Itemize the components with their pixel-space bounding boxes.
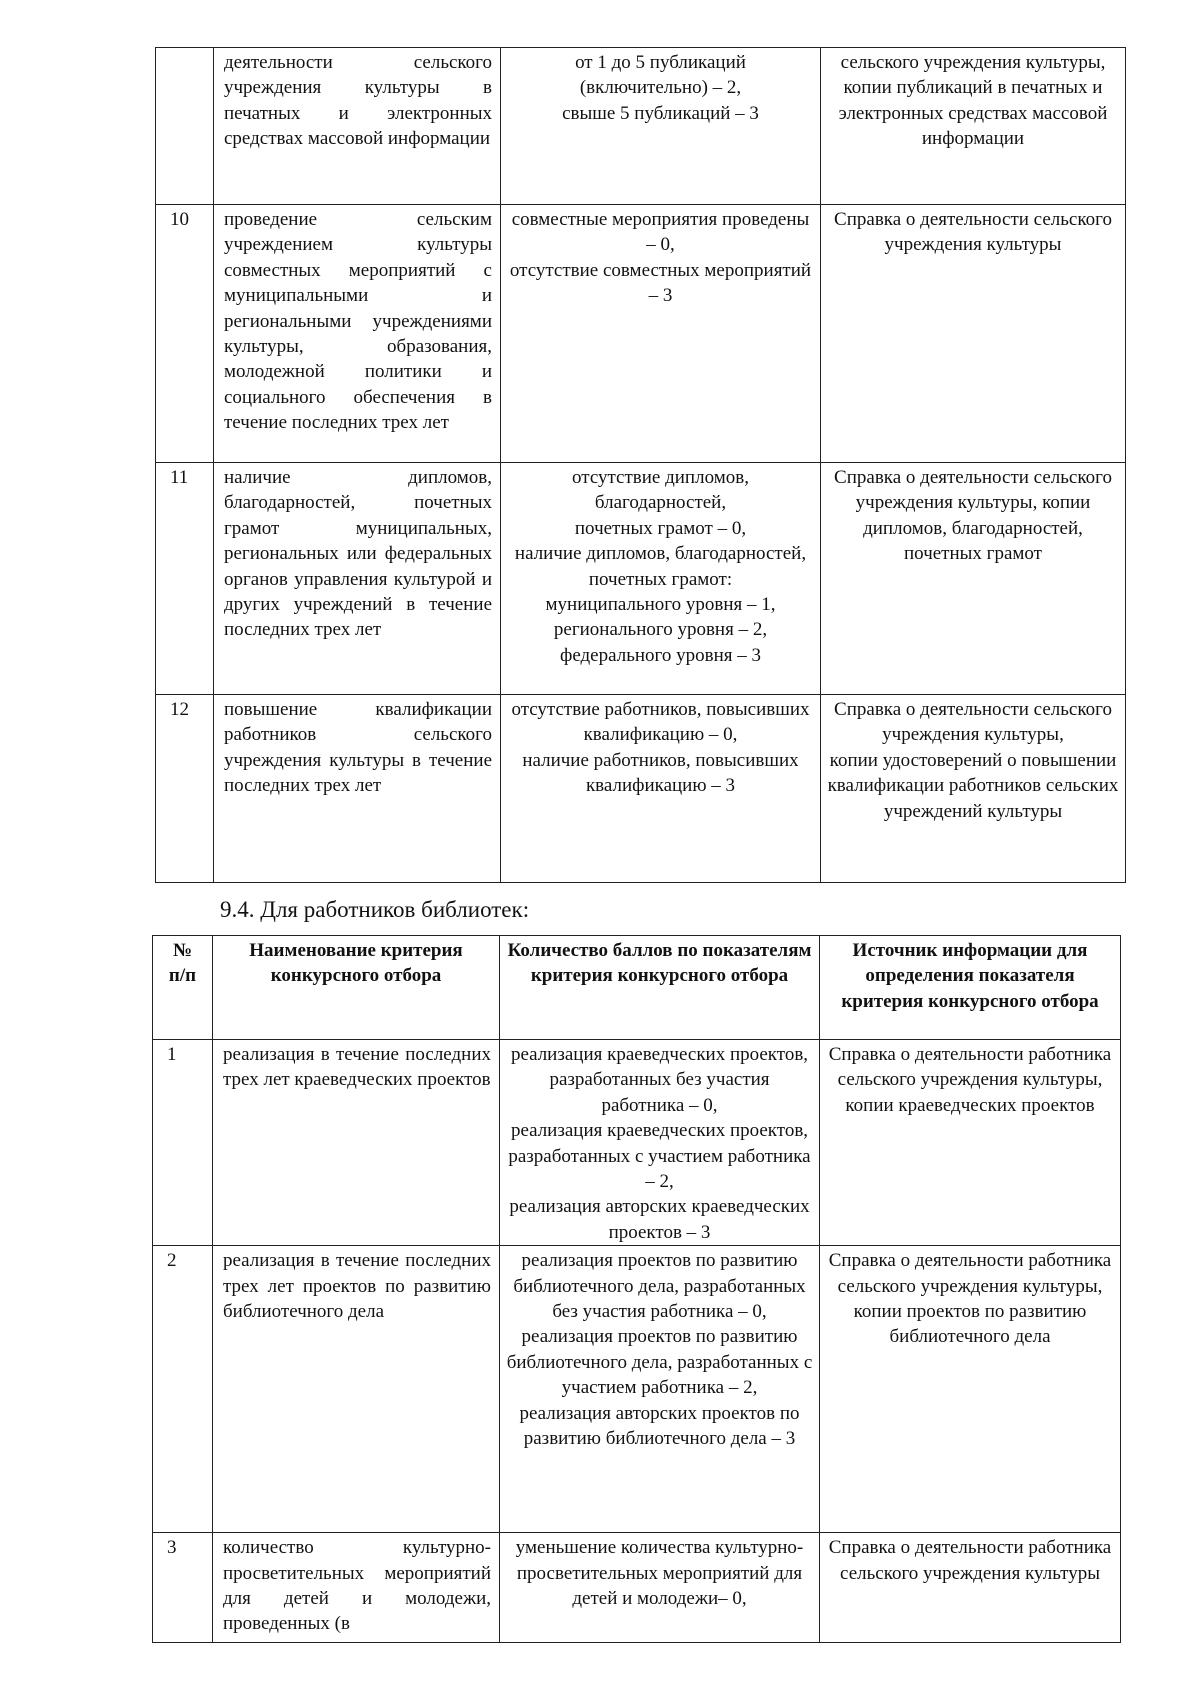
score-cell-text: регионального уровня – 2, [553, 619, 768, 641]
criterion-cell [213, 1533, 500, 1643]
score-cell-text: реализация авторских краеведческих проектов – 3 [509, 1196, 810, 1243]
score-cell-text: наличие работников, повысивших квалификацию – 3 [522, 749, 799, 797]
score-cell-text: реализация проектов по развитию библиотечного дела, разработанных с участием работника – 2, [506, 1326, 813, 1399]
header-score: Количество баллов по показателям критерия конкурсного отбора [500, 936, 820, 1040]
score-cell [500, 1533, 820, 1643]
criterion-cell-text: повышение квалификации работников сельского учреждения культуры в течение последних трех лет [224, 699, 492, 797]
score-cell-text: свыше 5 публикаций – 3 [562, 102, 759, 124]
criterion-cell-text: реализация в течение последних трех лет краеведческих проектов [223, 1044, 491, 1091]
source-cell [821, 463, 1126, 695]
source-cell-text: Справка о деятельности работника сельского учреждения культуры, копии проектов по развитию библиотечного дела [828, 1250, 1112, 1348]
score-cell-text: от 1 до 5 публикаций [575, 52, 746, 73]
criterion-cell-text: проведение сельским учреждением культуры совместных мероприятий с муниципальными и региональными учреждениями культуры, образования, молодежной политики и социального обеспечения в течение последних трех лет [224, 209, 492, 434]
score-cell-text: почетных грамот – 0, [574, 517, 747, 539]
criterion-cell [214, 48, 501, 205]
table-row [156, 695, 1126, 883]
table-row [153, 1533, 1121, 1643]
row-number: 1 [153, 1040, 213, 1246]
score-cell-text: отсутствие дипломов, благодарностей, [572, 467, 749, 514]
score-cell [501, 205, 821, 463]
criteria-table-continued-body [156, 48, 1126, 883]
header-criterion: Наименование критерия конкурсного отбора [213, 936, 500, 1040]
row-number: 12 [156, 695, 214, 883]
criterion-cell-text: количество культурно-просветительных мероприятий для детей и молодежи, проведенных (в [223, 1537, 491, 1635]
row-number: 2 [153, 1246, 213, 1533]
criterion-cell [214, 205, 501, 463]
score-cell-text: реализация краеведческих проектов, разработанных с участием работника – 2, [508, 1120, 811, 1193]
source-cell [821, 695, 1126, 883]
table-row [156, 463, 1126, 695]
source-cell-text: Справка о деятельности сельского учреждения культуры, [834, 699, 1112, 746]
score-cell-text: наличие дипломов, благодарностей, почетных грамот: [514, 543, 807, 590]
score-cell [501, 48, 821, 205]
score-cell-text: отсутствие совместных мероприятий – 3 [509, 259, 812, 307]
header-number-text: № п/п [168, 940, 197, 987]
source-cell-text: сельского учреждения культуры, [840, 52, 1106, 73]
criterion-cell [214, 695, 501, 883]
source-cell-text: Справка о деятельности сельского учреждения культуры, копии дипломов, благодарностей, почетных грамот [834, 467, 1112, 565]
score-cell-text: муниципального уровня – 1, [545, 594, 776, 616]
source-cell [820, 1040, 1121, 1246]
criterion-cell-text: деятельности сельского учреждения культуры в печатных и электронных средствах массовой информации [224, 52, 492, 150]
criterion-cell-text: наличие дипломов, благодарностей, почетных грамот муниципальных, региональных или федеральных органов управления культурой и других учреждений в течение последних трех лет [224, 467, 492, 641]
score-cell-text: реализация авторских проектов по развитию библиотечного дела – 3 [519, 1402, 800, 1450]
criterion-cell-text: реализация в течение последних трех лет проектов по развитию библиотечного дела [223, 1250, 491, 1323]
row-number: 10 [156, 205, 214, 463]
criterion-cell [213, 1040, 500, 1246]
score-cell-text: (включительно) – 2, [579, 77, 742, 99]
score-cell-text: отсутствие работников, повысивших квалификацию – 0, [511, 699, 810, 746]
source-cell-text: Справка о деятельности сельского учреждения культуры [834, 209, 1112, 256]
score-cell-text: уменьшение количества культурно-просветительных мероприятий для детей и молодежи– 0, [515, 1537, 804, 1610]
source-cell [820, 1246, 1121, 1533]
score-cell-text: реализация краеведческих проектов, разработанных без участия работника – 0, [510, 1044, 809, 1116]
criterion-cell [214, 463, 501, 695]
row-number: 11 [156, 463, 214, 695]
score-cell [501, 463, 821, 695]
criteria-table-continued [155, 47, 1126, 883]
table-row [156, 205, 1126, 463]
header-source: Источник информации для определения показателя критерия конкурсного отбора [820, 936, 1121, 1040]
section-title: 9.4. Для работников библиотек: [220, 897, 530, 922]
source-cell-text: копии удостоверений о повышении квалификации работников сельских учреждений культуры [827, 749, 1119, 822]
score-cell-text: реализация проектов по развитию библиотечного дела, разработанных без участия работника – 0, [513, 1250, 806, 1323]
table-row [153, 1040, 1121, 1246]
score-cell [501, 695, 821, 883]
criterion-cell [213, 1246, 500, 1533]
table-row [153, 1246, 1121, 1533]
library-criteria-table-body [153, 1040, 1121, 1643]
score-cell-text: совместные мероприятия проведены – 0, [511, 209, 810, 256]
score-cell [500, 1040, 820, 1246]
table-header-row [153, 936, 1121, 1040]
source-cell-text: Справка о деятельности работника сельского учреждения культуры, копии краеведческих проектов [828, 1044, 1112, 1116]
source-cell-text: Справка о деятельности работника сельского учреждения культуры [828, 1537, 1112, 1584]
library-criteria-table [152, 935, 1121, 1643]
source-cell-text: копии публикаций в печатных и электронных средствах массовой информации [838, 77, 1108, 150]
source-cell [821, 205, 1126, 463]
row-number [156, 48, 214, 205]
score-cell [500, 1246, 820, 1533]
source-cell [821, 48, 1126, 205]
source-cell [820, 1533, 1121, 1643]
header-number [153, 936, 213, 1040]
table-row [156, 48, 1126, 205]
score-cell-text: федерального уровня – 3 [560, 644, 761, 666]
row-number: 3 [153, 1533, 213, 1643]
